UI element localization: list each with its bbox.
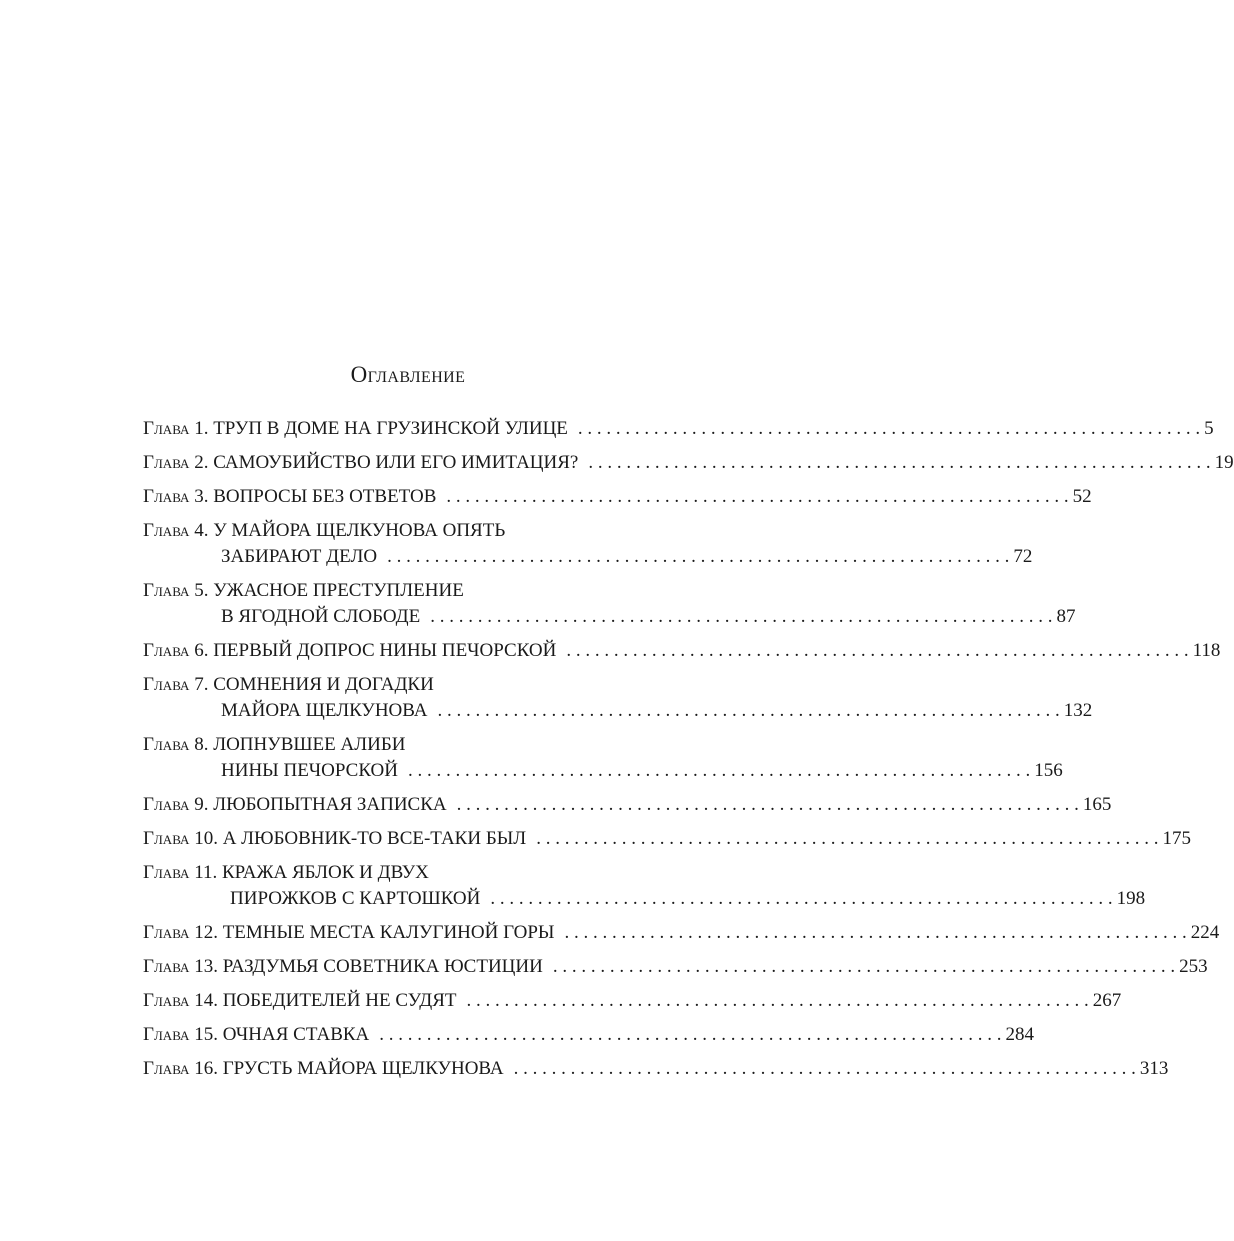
chapter-title: А ЛЮБОВНИК-ТО ВСЕ-ТАКИ БЫЛ [222, 828, 527, 849]
toc-entry-line [143, 1022, 1035, 1048]
dot-leader-text: . . . . . . . . . . . . . . . . . . . . . . . . . . . . . . . . . . . . . . . . . . . . . . . . . . . . . . . . . . . . . . . . . . [437, 700, 1060, 721]
chapter-number: 16. [194, 1058, 218, 1079]
toc-entry [143, 826, 1191, 852]
dot-leader-text: . . . . . . . . . . . . . . . . . . . . . . . . . . . . . . . . . . . . . . . . . . . . . . . . . . . . . . . . . . . . . . . . . . [513, 1058, 1136, 1079]
dot-leader-text: . . . . . . . . . . . . . . . . . . . . . . . . . . . . . . . . . . . . . . . . . . . . . . . . . . . . . . . . . . . . . . . . . . [408, 760, 1031, 781]
chapter-number: 11. [194, 862, 218, 883]
toc-entry [143, 920, 1220, 946]
table-of-contents [143, 362, 1234, 1090]
chapter-number: 14. [194, 990, 218, 1011]
chapter-title: ОЧНАЯ СТАВКА [222, 1024, 370, 1045]
chapter-label [143, 672, 213, 698]
chapter-label [143, 1022, 223, 1048]
chapter-number: 1. [194, 418, 209, 439]
page-number: 118 [1192, 640, 1221, 661]
chapter-title: САМОУБИЙСТВО ИЛИ ЕГО ИМИТАЦИЯ? [213, 452, 579, 473]
chapter-word: Глава [143, 452, 190, 473]
toc-entry [143, 416, 1214, 442]
page-number: 132 [1063, 700, 1093, 721]
chapter-number: 13. [194, 956, 218, 977]
toc-entry-line [143, 638, 1221, 664]
toc-entry [143, 484, 1092, 510]
toc-entry-line [143, 604, 1076, 630]
dot-leader [578, 416, 1200, 442]
page-number: 87 [1056, 606, 1076, 627]
chapter-label [143, 416, 213, 442]
toc-entry-line [143, 484, 1092, 510]
chapter-title: ПЕРВЫЙ ДОПРОС НИНЫ ПЕЧОРСКОЙ [213, 640, 557, 661]
dot-leader [430, 604, 1052, 630]
dot-leader [457, 792, 1079, 818]
chapter-word: Глава [143, 828, 190, 849]
toc-entry-line [143, 886, 1146, 912]
toc-entry-line [143, 732, 673, 758]
chapter-word: Глава [143, 486, 190, 507]
page-number: 267 [1092, 990, 1122, 1011]
page-number: 224 [1190, 922, 1220, 943]
toc-entry [143, 1056, 1169, 1082]
dot-leader [387, 544, 1009, 570]
dot-leader-text: . . . . . . . . . . . . . . . . . . . . . . . . . . . . . . . . . . . . . . . . . . . . . . . . . . . . . . . . . . . . . . . . . . [577, 418, 1201, 439]
dot-leader [379, 1022, 1001, 1048]
toc-entry-line [143, 988, 1122, 1014]
chapter-number: 15. [194, 1024, 218, 1045]
toc-title: Оглавление [350, 362, 466, 387]
chapter-title: ПОБЕДИТЕЛЕЙ НЕ СУДЯТ [222, 990, 457, 1011]
page-number: 284 [1005, 1024, 1035, 1045]
chapter-title: ЛОПНУВШЕЕ АЛИБИ [213, 734, 406, 755]
toc-entry [143, 638, 1221, 664]
chapter-label [143, 792, 213, 818]
dot-leader-text: . . . . . . . . . . . . . . . . . . . . . . . . . . . . . . . . . . . . . . . . . . . . . . . . . . . . . . . . . . . . . . . . . . [387, 546, 1010, 567]
chapter-word: Глава [143, 990, 190, 1011]
toc-entry-line [143, 860, 673, 886]
chapter-number: 4. [194, 520, 209, 541]
dot-leader [514, 1056, 1136, 1082]
chapter-label [143, 988, 223, 1014]
chapter-word: Глава [143, 520, 190, 541]
chapter-word: Глава [143, 418, 190, 439]
chapter-word: Глава [143, 640, 190, 661]
chapter-title-continued: ЗАБИРАЮТ ДЕЛО [221, 546, 378, 567]
toc-entry-line [143, 672, 673, 698]
toc-entry-line [143, 698, 1093, 724]
chapter-title: ЛЮБОПЫТНАЯ ЗАПИСКА [213, 794, 447, 815]
toc-entry-line [143, 1056, 1169, 1082]
dot-leader-text: . . . . . . . . . . . . . . . . . . . . . . . . . . . . . . . . . . . . . . . . . . . . . . . . . . . . . . . . . . . . . . . . . . [536, 828, 1159, 849]
chapter-word: Глава [143, 862, 190, 883]
toc-entries [143, 416, 1234, 1082]
dot-leader-text: . . . . . . . . . . . . . . . . . . . . . . . . . . . . . . . . . . . . . . . . . . . . . . . . . . . . . . . . . . . . . . . . . . [446, 486, 1069, 507]
chapter-title: СОМНЕНИЯ И ДОГАДКИ [213, 674, 434, 695]
page-number: 253 [1179, 956, 1208, 977]
dot-leader-text: . . . . . . . . . . . . . . . . . . . . . . . . . . . . . . . . . . . . . . . . . . . . . . . . . . . . . . . . . . . . . . . . . . [566, 640, 1189, 661]
chapter-label [143, 954, 223, 980]
chapter-number: 6. [194, 640, 209, 661]
toc-entry-line [143, 826, 1191, 852]
dot-leader [446, 484, 1068, 510]
chapter-word: Глава [143, 1058, 190, 1079]
chapter-title: ТРУП В ДОМЕ НА ГРУЗИНСКОЙ УЛИЦЕ [213, 418, 568, 439]
chapter-title: ТЕМНЫЕ МЕСТА КАЛУГИНОЙ ГОРЫ [222, 922, 555, 943]
dot-leader-text: . . . . . . . . . . . . . . . . . . . . . . . . . . . . . . . . . . . . . . . . . . . . . . . . . . . . . . . . . . . . . . . . . . [466, 990, 1089, 1011]
dot-leader [490, 886, 1112, 912]
page-number: 52 [1072, 486, 1092, 507]
chapter-title-continued: В ЯГОДНОЙ СЛОБОДЕ [221, 606, 421, 627]
chapter-title: УЖАСНОЕ ПРЕСТУПЛЕНИЕ [213, 580, 464, 601]
chapter-label [143, 732, 213, 758]
chapter-label [143, 484, 213, 510]
chapter-number: 9. [194, 794, 209, 815]
chapter-number: 7. [194, 674, 209, 695]
chapter-title: У МАЙОРА ЩЕЛКУНОВА ОПЯТЬ [213, 520, 506, 541]
chapter-word: Глава [143, 956, 190, 977]
toc-entry [143, 988, 1122, 1014]
chapter-word: Глава [143, 1024, 190, 1045]
dot-leader-text: . . . . . . . . . . . . . . . . . . . . . . . . . . . . . . . . . . . . . . . . . . . . . . . . . . . . . . . . . . . . . . . . . . [552, 956, 1176, 977]
toc-entry [143, 518, 1033, 570]
dot-leader-text: . . . . . . . . . . . . . . . . . . . . . . . . . . . . . . . . . . . . . . . . . . . . . . . . . . . . . . . . . . . . . . . . . . [588, 452, 1211, 473]
page-number: 19 [1214, 452, 1234, 473]
toc-entry [143, 672, 1093, 724]
page-number: 72 [1013, 546, 1033, 567]
dot-leader [437, 698, 1059, 724]
toc-entry [143, 860, 1146, 912]
toc-entry-line [143, 450, 1234, 476]
chapter-word: Глава [143, 922, 190, 943]
chapter-label [143, 578, 213, 604]
chapter-word: Глава [143, 734, 190, 755]
chapter-title: ВОПРОСЫ БЕЗ ОТВЕТОВ [213, 486, 437, 507]
page-number: 175 [1162, 828, 1191, 849]
dot-leader [408, 758, 1030, 784]
page-number: 198 [1116, 888, 1146, 909]
toc-entry [143, 450, 1234, 476]
toc-entry-line [143, 954, 1208, 980]
chapter-number: 2. [194, 452, 209, 473]
dot-leader [564, 920, 1186, 946]
dot-leader [566, 638, 1188, 664]
dot-leader-text: . . . . . . . . . . . . . . . . . . . . . . . . . . . . . . . . . . . . . . . . . . . . . . . . . . . . . . . . . . . . . . . . . . [490, 888, 1113, 909]
chapter-title: РАЗДУМЬЯ СОВЕТНИКА ЮСТИЦИИ [222, 956, 543, 977]
chapter-label [143, 518, 213, 544]
toc-entry [143, 954, 1208, 980]
chapter-title-continued: НИНЫ ПЕЧОРСКОЙ [221, 760, 398, 781]
chapter-title: КРАЖА ЯБЛОК И ДВУХ [221, 862, 429, 883]
chapter-label [143, 860, 222, 886]
toc-entry [143, 792, 1112, 818]
chapter-number: 8. [194, 734, 209, 755]
chapter-word: Глава [143, 580, 190, 601]
chapter-number: 5. [194, 580, 209, 601]
toc-entry [143, 1022, 1035, 1048]
page-number: 165 [1082, 794, 1112, 815]
dot-leader [588, 450, 1210, 476]
chapter-label [143, 1056, 223, 1082]
chapter-number: 3. [194, 486, 209, 507]
chapter-label [143, 920, 223, 946]
toc-entry-line [143, 920, 1220, 946]
dot-leader-text: . . . . . . . . . . . . . . . . . . . . . . . . . . . . . . . . . . . . . . . . . . . . . . . . . . . . . . . . . . . . . . . . . . [379, 1024, 1002, 1045]
toc-entry [143, 578, 1076, 630]
toc-entry [143, 732, 1063, 784]
dot-leader-text: . . . . . . . . . . . . . . . . . . . . . . . . . . . . . . . . . . . . . . . . . . . . . . . . . . . . . . . . . . . . . . . . . . [430, 606, 1053, 627]
toc-entry-line [143, 416, 1214, 442]
dot-leader [467, 988, 1089, 1014]
chapter-title-continued: МАЙОРА ЩЕЛКУНОВА [221, 700, 428, 721]
toc-entry-line [143, 578, 673, 604]
toc-entry-line [143, 758, 1063, 784]
chapter-label [143, 450, 213, 476]
dot-leader-text: . . . . . . . . . . . . . . . . . . . . . . . . . . . . . . . . . . . . . . . . . . . . . . . . . . . . . . . . . . . . . . . . . . [456, 794, 1079, 815]
page-number: 5 [1204, 418, 1214, 439]
chapter-number: 10. [194, 828, 218, 849]
chapter-number: 12. [194, 922, 218, 943]
page-number: 156 [1034, 760, 1063, 781]
chapter-label [143, 638, 213, 664]
toc-entry-line [143, 792, 1112, 818]
toc-entry-line [143, 518, 673, 544]
dot-leader [536, 826, 1158, 852]
dot-leader [553, 954, 1175, 980]
dot-leader-text: . . . . . . . . . . . . . . . . . . . . . . . . . . . . . . . . . . . . . . . . . . . . . . . . . . . . . . . . . . . . . . . . . . [564, 922, 1187, 943]
chapter-title-continued: ПИРОЖКОВ С КАРТОШКОЙ [230, 888, 481, 909]
chapter-word: Глава [143, 794, 190, 815]
chapter-label [143, 826, 223, 852]
page-number: 313 [1139, 1058, 1169, 1079]
chapter-title: ГРУСТЬ МАЙОРА ЩЕЛКУНОВА [222, 1058, 504, 1079]
toc-entry-line [143, 544, 1033, 570]
chapter-word: Глава [143, 674, 190, 695]
